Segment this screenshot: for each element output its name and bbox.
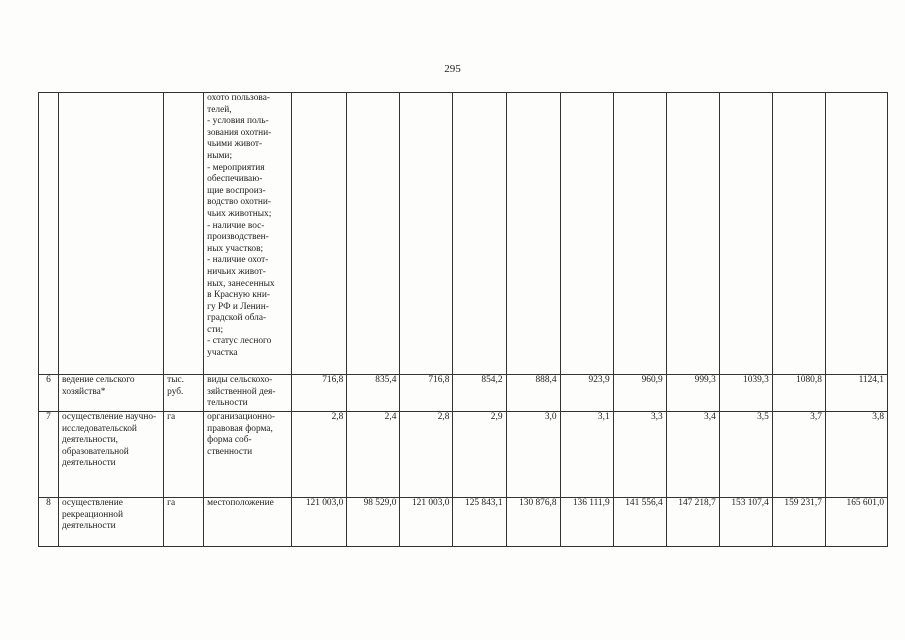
activity-name: осуществление научно-исследовательской деятельности, образовательной деятельности	[59, 412, 164, 498]
value-cell: 2,8	[292, 412, 347, 498]
value-cell: 3,4	[666, 412, 719, 498]
indicator-line: - условия поль-	[207, 116, 269, 127]
value-cell: 716,8	[292, 375, 347, 412]
indicator-line: ными;	[207, 150, 233, 161]
value-cell: 3,0	[506, 412, 560, 498]
indicator-line: чьими живот-	[207, 139, 263, 150]
indicator	[204, 375, 292, 412]
value-cell: 3,3	[613, 412, 666, 498]
indicator-line: тельности	[207, 398, 248, 409]
indicator-line: форма соб-	[207, 435, 252, 446]
value-cell	[719, 93, 772, 375]
value-cell: 136 111,9	[560, 498, 613, 547]
value-cell: 1039,3	[719, 375, 772, 412]
indicator	[204, 498, 292, 547]
indicator	[204, 412, 292, 498]
indicator-line: сти;	[207, 324, 224, 335]
row-number	[39, 93, 59, 375]
value-cell	[613, 93, 666, 375]
indicator-line: в Красную кни-	[207, 290, 270, 301]
indicator-line: виды сельскохо-	[207, 375, 273, 385]
value-cell: 923,9	[560, 375, 613, 412]
unit: га	[164, 412, 204, 498]
value-cell	[292, 93, 347, 375]
value-cell	[772, 93, 825, 375]
indicator-line: участка	[207, 348, 238, 359]
value-cell	[400, 93, 453, 375]
indicator-line: обеспечиваю-	[207, 174, 263, 185]
indicator-line: организационно-	[207, 412, 276, 422]
value-cell: 3,8	[825, 412, 887, 498]
value-cell	[347, 93, 400, 375]
value-cell: 2,8	[400, 412, 453, 498]
value-cell: 835,4	[347, 375, 400, 412]
indicator-line: чьих животных;	[207, 208, 272, 219]
indicator-line: водство охотни-	[207, 197, 271, 208]
value-cell: 1080,8	[772, 375, 825, 412]
value-cell	[506, 93, 560, 375]
activity-name: осуществление рекреационной деятельности	[59, 498, 164, 547]
indicator-line: - наличие охот-	[207, 255, 269, 266]
indicator-line: ничьих живот-	[207, 266, 266, 277]
value-cell: 854,2	[453, 375, 506, 412]
indicator-line: щие воспроиз-	[207, 185, 266, 196]
value-cell: 141 556,4	[613, 498, 666, 547]
indicator-line: гу РФ и Ленин-	[207, 301, 269, 312]
value-cell: 130 876,8	[506, 498, 560, 547]
value-cell: 3,7	[772, 412, 825, 498]
indicator-line: зяйственной дея-	[207, 386, 276, 397]
row-number: 6	[39, 375, 59, 412]
data-table	[38, 92, 888, 547]
page-number: 295	[444, 63, 461, 75]
value-cell	[560, 93, 613, 375]
row-number: 8	[39, 498, 59, 547]
indicator-line: производствен-	[207, 232, 269, 243]
value-cell: 125 843,1	[453, 498, 506, 547]
indicator-line: - наличие вос-	[207, 220, 265, 231]
indicator-line: телей,	[207, 104, 232, 115]
value-cell	[666, 93, 719, 375]
value-cell: 2,4	[347, 412, 400, 498]
indicator-line: ственности	[207, 446, 253, 457]
unit: тыс. руб.	[164, 375, 204, 412]
value-cell: 121 003,0	[292, 498, 347, 547]
value-cell: 165 601,0	[825, 498, 887, 547]
indicator	[204, 93, 292, 375]
indicator-line: - мероприятия	[207, 162, 265, 173]
indicator-line: градской обла-	[207, 313, 267, 324]
indicator-line: ных участков;	[207, 243, 264, 254]
table-row	[39, 498, 888, 547]
value-cell: 98 529,0	[347, 498, 400, 547]
value-cell: 999,3	[666, 375, 719, 412]
value-cell: 147 218,7	[666, 498, 719, 547]
value-cell: 159 231,7	[772, 498, 825, 547]
indicator-line: охото пользова-	[207, 93, 270, 103]
table-row	[39, 93, 888, 375]
indicator-line: зования охотни-	[207, 127, 272, 138]
value-cell: 121 003,0	[400, 498, 453, 547]
value-cell: 3,5	[719, 412, 772, 498]
indicator-line: местоположение	[207, 498, 274, 508]
table-row	[39, 412, 888, 498]
unit	[164, 93, 204, 375]
value-cell: 960,9	[613, 375, 666, 412]
indicator-line: правовая форма,	[207, 423, 273, 434]
unit: га	[164, 498, 204, 547]
value-cell: 716,8	[400, 375, 453, 412]
activity-name	[59, 93, 164, 375]
row-number: 7	[39, 412, 59, 498]
value-cell: 888,4	[506, 375, 560, 412]
value-cell: 3,1	[560, 412, 613, 498]
table-body	[39, 93, 888, 547]
indicator-line: ных, занесенных	[207, 278, 275, 289]
value-cell: 2,9	[453, 412, 506, 498]
value-cell: 153 107,4	[719, 498, 772, 547]
value-cell	[453, 93, 506, 375]
indicator-line: - статус лесного	[207, 336, 272, 347]
value-cell	[825, 93, 887, 375]
activity-name: ведение сельского хозяйства*	[59, 375, 164, 412]
value-cell: 1124,1	[825, 375, 887, 412]
table-row	[39, 375, 888, 412]
